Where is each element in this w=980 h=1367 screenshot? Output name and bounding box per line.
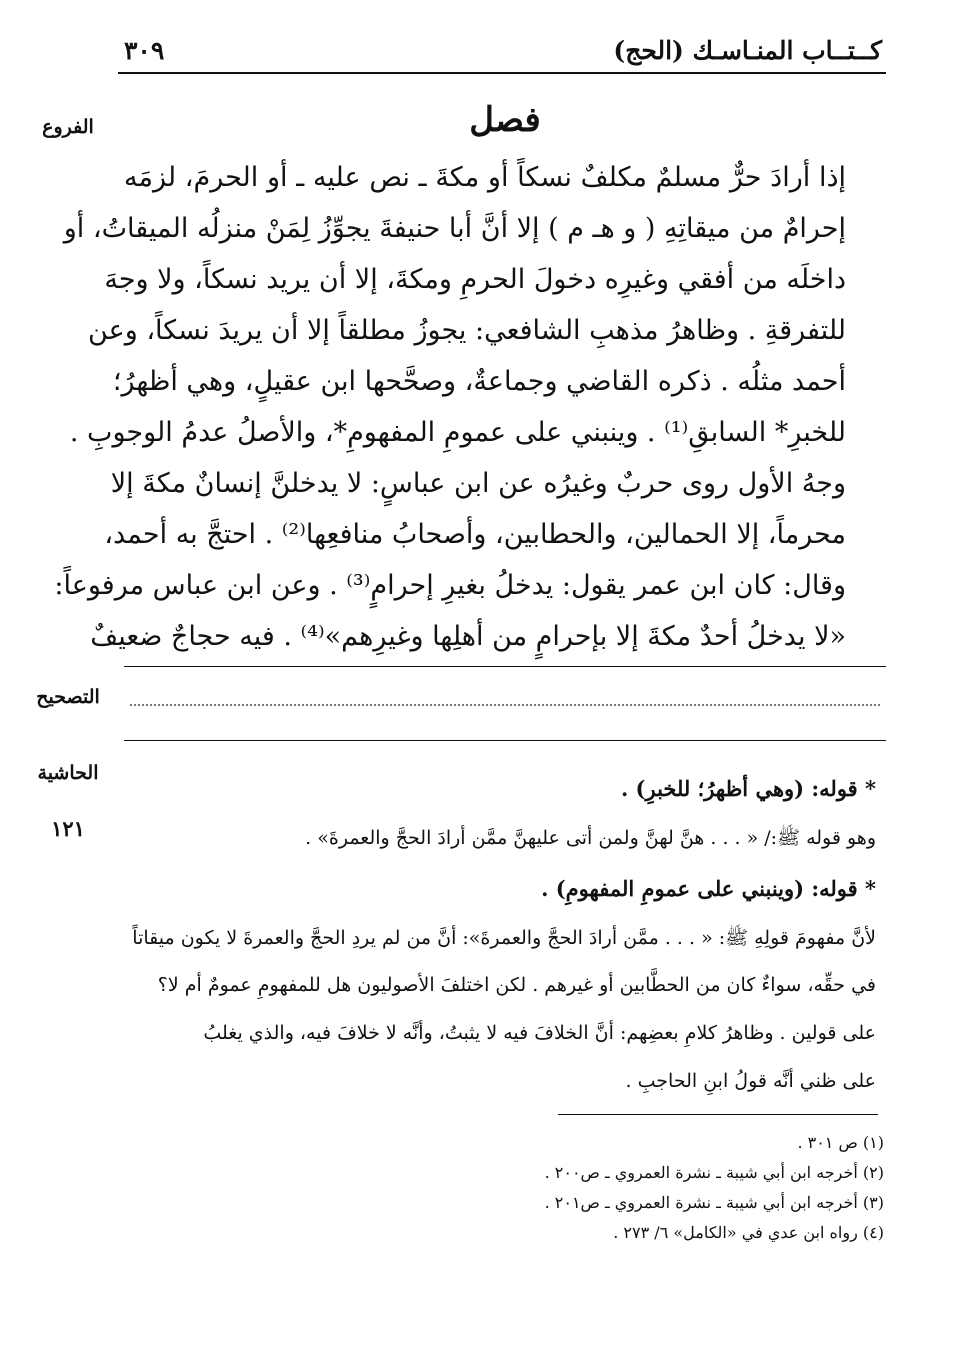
- tashih-dotted-line: [130, 704, 880, 706]
- hashia-text-line: في حقِّه، سواءٌ كان من الحطَّابين أو غيرهم . لكن اختلفَ الأصوليون هل للمفهومِ عمومٌ أم لا؟: [157, 974, 876, 996]
- footnote-2: (٢) أخرجه ابن أبي شيبة ـ نشرة العمروي ـ ص٢٠٠ .: [544, 1163, 884, 1182]
- footnote-rule: [558, 1114, 878, 1115]
- main-text-line: أحمد مثلُه . ذكره القاضي وجماعةٌ، وصحَّحها ابن عقيلٍ، وهي أظهرُ؛: [112, 366, 846, 397]
- main-text-line: للخبرِ* السابقِ⁽¹⁾ . وينبني على عمومِ المفهومِ*، والأصلُ عدمُ الوجوبِ .: [69, 417, 846, 448]
- margin-label-tashih: التصحيح: [36, 686, 100, 708]
- main-text-line: «لا يدخلُ أحدٌ مكةَ إلا بإحرامٍ من أهلِها وغيرِهم»⁽⁴⁾ . فيه حجاجٌ ضعيفٌ: [90, 621, 846, 652]
- main-text-line: للتفرقةِ . وظاهرُ مذهبِ الشافعي: يجوزُ مطلقاً إلا أن يريدَ نسكاً، وعن: [88, 315, 846, 346]
- footnote-1: (١) ص ٣٠١ .: [797, 1133, 884, 1152]
- main-text-line: داخلَه من أفقي وغيرِه دخولَ الحرمِ ومكةَ، إلا أن يريد نسكاً، ولا وجهَ: [104, 264, 846, 295]
- hashia-text-line: على قولين . وظاهرُ كلامِ بعضِهم: أنَّ الخلافَ فيه لا يثبتُ، وأنَّه لا خلافَ فيه، والذي يغلبُ: [203, 1022, 876, 1044]
- footnote-4: (٤) رواه ابن عدي في «الكامل» ٦/ ٢٧٣ .: [613, 1223, 884, 1242]
- tashih-bottom-rule: [124, 740, 886, 741]
- main-text-line: إحرامٌ من ميقاتِهِ ( و هـ م ) إلا أنَّ أبا حنيفةَ يجوِّزُ لِمَنْ منزلُه الميقاتُ، أو: [63, 213, 846, 244]
- hashia-text-1: وهو قوله ﷺ:/ « . . . هنَّ لهنَّ ولمن أتى عليهنَّ ممَّن أرادَ الحجَّ والعمرةَ» .: [305, 827, 876, 849]
- margin-label-hashia: الحاشية: [37, 762, 99, 784]
- hashia-quote-1: * قوله: (وهي أظهرُ؛ للخبرِ) .: [620, 776, 876, 801]
- hashia-text-line: لأنَّ مفهومَ قولِهِ ﷺ: « . . . ممَّن أرادَ الحجَّ والعمرةَ»: أنَّ من لم يردِ الحجَّ والعمرةَ لا يكون ميقاتاً: [132, 927, 876, 949]
- footnotes: [545, 1128, 884, 1248]
- hashia-quote-2: * قوله: (وينبني على عمومِ المفهومِ) .: [541, 876, 876, 901]
- main-text-line: محرماً، إلا الحمالين، والحطابين، وأصحابُ منافعِها⁽²⁾ . احتجَّ به أحمد،: [104, 519, 846, 550]
- hashia-number: ١٢١: [51, 816, 85, 841]
- tashih-top-rule: [124, 666, 886, 667]
- hashia-text-line: على ظني أنَّه قولُ ابنِ الحاجبِ .: [625, 1070, 876, 1092]
- page-number: ٣٠٩: [124, 36, 165, 65]
- main-text-line: وجهُ الأول روى حربٌ وغيرُه عن ابن عباسٍ: لا يدخلنَّ إنسانٌ مكةَ إلا: [110, 468, 846, 499]
- running-title: كــتــاب المنـاسـك (الحج): [613, 36, 882, 65]
- main-text: [54, 152, 846, 662]
- main-text-line: وقال: كان ابن عمر يقول: يدخلُ بغيرِ إحرامٍ⁽³⁾ . وعن ابن عباس مرفوعاً:: [54, 570, 846, 601]
- header-rule: [118, 72, 886, 74]
- margin-label-furu: الفروع: [42, 116, 94, 138]
- section-title: فصل: [469, 100, 541, 140]
- footnote-3: (٣) أخرجه ابن أبي شيبة ـ نشرة العمروي ـ ص٢٠١ .: [544, 1193, 884, 1212]
- main-text-line: إذا أرادَ حرٌّ مسلمٌ مكلفٌ نسكاً أو مكةَ ـ نص عليه ـ أو الحرمَ، لزمَه: [124, 162, 846, 193]
